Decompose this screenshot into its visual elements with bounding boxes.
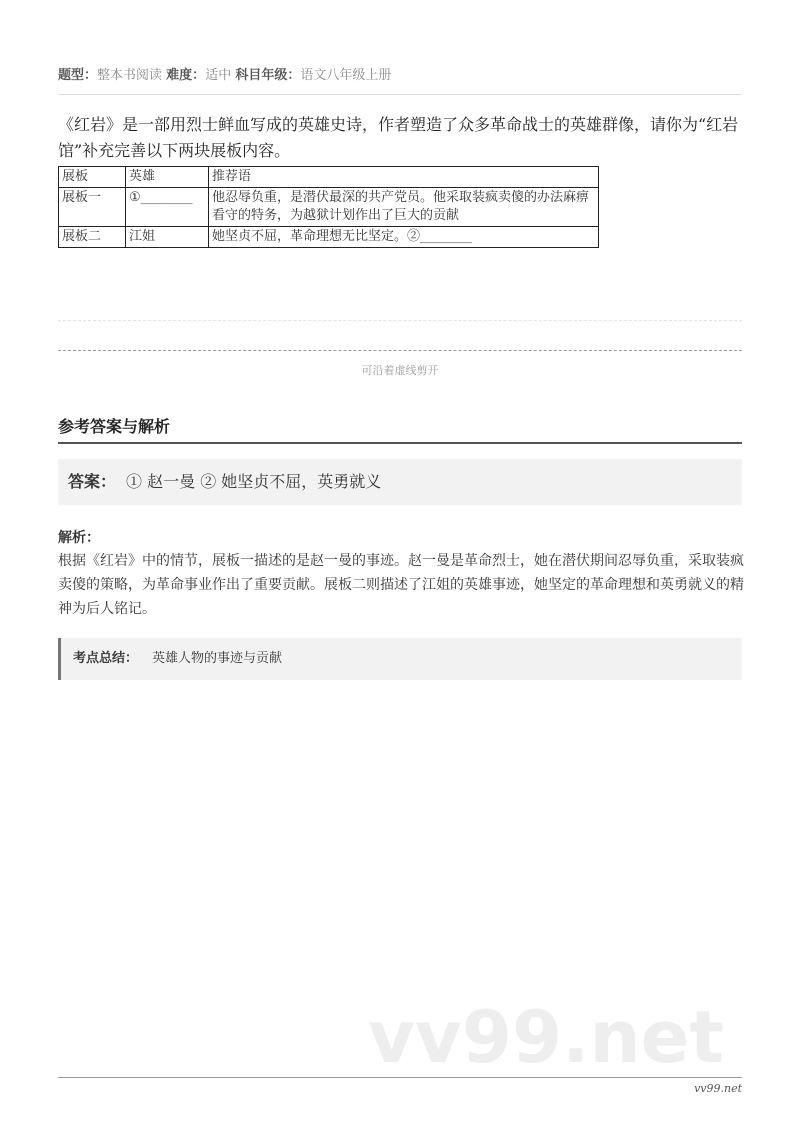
- question-text: 《红岩》是一部用烈士鲜血写成的英雄史诗，作者塑造了众多革命战士的英雄群像，请你为“红岩馆”补充完善以下两块展板内容。: [58, 115, 739, 160]
- key-point-text: 英雄人物的事迹与贡献: [152, 651, 283, 666]
- table-cell: 他忍辱负重，是潜伏最深的共产党员。他采取装疯卖傻的办法麻痹看守的特务，为越狱计划作出了巨大的贡献: [209, 188, 599, 227]
- table-cell: ①________: [126, 188, 209, 227]
- section-title: 参考答案与解析: [58, 417, 171, 436]
- divider: [58, 94, 742, 95]
- footer-site: vv99.net: [694, 1082, 742, 1095]
- answer-label: 答案：: [68, 472, 117, 491]
- type-label: 题型：: [58, 68, 98, 83]
- grade-value: 语文八年级上册: [300, 68, 392, 83]
- dashed-divider: [58, 320, 742, 321]
- footer-divider: [58, 1077, 742, 1078]
- header-cell: 推荐语: [209, 167, 599, 188]
- key-point-box: [58, 638, 742, 680]
- exhibit-table: [58, 166, 599, 248]
- table-row: [59, 188, 599, 227]
- type-value: 整本书阅读: [97, 68, 163, 83]
- table-row: [59, 227, 599, 248]
- difficulty-label: 难度：: [166, 68, 206, 83]
- answer-box: [58, 459, 742, 505]
- grade-label: 科目年级：: [235, 68, 301, 83]
- analysis-text: 根据《红岩》中的情节，展板一描述的是赵一曼的事迹。赵一曼是革命烈士，她在潜伏期间忍辱负重，采取装疯卖傻的策略，为革命事业作出了重要贡献。展板二则描述了江姐的英雄事迹，她坚定的革命理想和英勇就义的精神为后人铭记。: [58, 553, 744, 617]
- question-meta: [58, 64, 391, 83]
- key-point-label: 考点总结：: [73, 651, 139, 666]
- table-header-row: [59, 167, 599, 188]
- watermark: vv99.net: [368, 995, 724, 1079]
- cut-hint: 可沿着虚线剪开: [361, 364, 439, 377]
- cut-line: [58, 350, 742, 351]
- analysis-label: 解析：: [58, 530, 100, 546]
- section-divider: [58, 442, 742, 444]
- header-cell: 英雄: [126, 167, 209, 188]
- table-cell: 展板二: [59, 227, 126, 248]
- table-cell: 她坚贞不屈，革命理想无比坚定。②________: [209, 227, 599, 248]
- table-cell: 江姐: [126, 227, 209, 248]
- table-cell: 展板一: [59, 188, 126, 227]
- difficulty-value: 适中: [205, 68, 232, 83]
- answer-text: ① 赵一曼 ② 她坚贞不屈，英勇就义: [126, 472, 382, 491]
- header-cell: 展板: [59, 167, 126, 188]
